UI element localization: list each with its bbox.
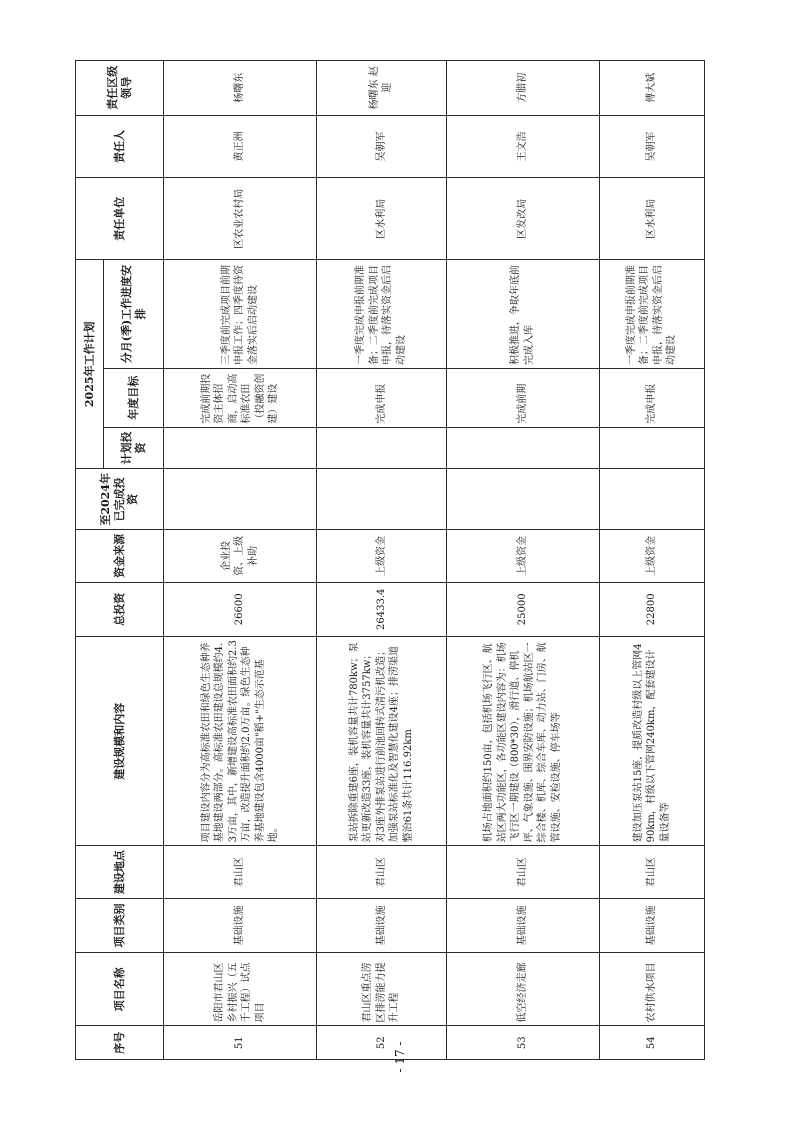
cell-name: 低空经济走廊 [446, 953, 599, 1026]
col-scale: 建设规模和内容 [76, 637, 164, 846]
cell-goal: 完成前期投资主体招商，启动高标准农田（投融资创建）建设 [164, 368, 317, 427]
cell-seq: 53 [446, 1026, 599, 1060]
cell-plan-invest [164, 427, 317, 469]
cell-completed [317, 469, 446, 530]
cell-name: 君山区重点涝区排涝能力提升工程 [317, 953, 446, 1026]
cell-completed [446, 469, 599, 530]
cell-scale: 项目建设内容分为高标准农田和绿色生态种养基地建设两部分。高标准农田建设总规模约4.3万亩，其中，新增建设高标准农田面积约2.3万亩，改造提升面积约2.0万亩。绿色生态种养基地建设包含4000亩"稻+"生态示范基地。 [164, 637, 317, 846]
cell-total: 26433.4 [317, 582, 446, 636]
cell-scale: 机场占地面积约150亩，包括机场飞行区、航站区两大功能区，各功能区建设内容为：机场飞行区一期建设（800*30），滑行道、停机坪、气象设施、围界安防设施；机场航站区一综合楼、机库、综合车库、动力站、门房、航管设施、安检设施、停车场等 [446, 637, 599, 846]
cell-goal: 完成前期 [446, 368, 599, 427]
col-type: 项目类别 [76, 898, 164, 952]
table-rotator [75, 60, 705, 1060]
cell-funding: 上级资金 [317, 530, 446, 582]
col-name: 项目名称 [76, 953, 164, 1026]
col-funding: 资金来源 [76, 530, 164, 582]
table-row [599, 61, 704, 1060]
cell-leader: 杨曙东 [164, 61, 317, 116]
cell-location: 君山区 [446, 846, 599, 898]
cell-funding: 上级资金 [599, 530, 704, 582]
table-row [164, 61, 317, 1060]
cell-type: 基础设施 [446, 898, 599, 952]
cell-goal: 完成申报 [599, 368, 704, 427]
cell-name: 岳阳市君山区乡村振兴（五千工程）试点项目 [164, 953, 317, 1026]
col-person: 责任人 [76, 115, 164, 178]
table-row [317, 61, 446, 1060]
col-completed-2024: 至2024年已完成投资 [76, 469, 164, 530]
col-unit: 责任单位 [76, 178, 164, 260]
cell-funding: 企业投资、上级补助 [164, 530, 317, 582]
cell-person: 吴朝军 [317, 115, 446, 178]
cell-unit: 区农业农村局 [164, 178, 317, 260]
cell-type: 基础设施 [599, 898, 704, 952]
cell-person: 黄正洲 [164, 115, 317, 178]
cell-completed [164, 469, 317, 530]
cell-type: 基础设施 [317, 898, 446, 952]
col-location: 建设地点 [76, 846, 164, 898]
cell-total: 25000 [446, 582, 599, 636]
table-row [446, 61, 599, 1060]
col-seq: 序号 [76, 1026, 164, 1060]
cell-plan-invest [599, 427, 704, 469]
cell-seq: 52 [317, 1026, 446, 1060]
cell-location: 君山区 [599, 846, 704, 898]
cell-location: 君山区 [317, 846, 446, 898]
cell-scale: 建设加压泵站15座，提质改造村级以上管网490km，村级以下管网240km，配套建设计量设备等 [599, 637, 704, 846]
cell-progress: 三季度前完成项目前期申报工作；四季度待资金落实后启动建设 [164, 260, 317, 369]
cell-goal: 完成申报 [317, 368, 446, 427]
cell-seq: 51 [164, 1026, 317, 1060]
cell-leader: 方腊初 [446, 61, 599, 116]
cell-progress: 积极推进，争取年底前完成入库 [446, 260, 599, 369]
cell-progress: 一季度完成申报前期准备；二季度前完成项目申报，待落实资金后启动建设 [599, 260, 704, 369]
cell-leader: 杨曙东 赵 迎 [317, 61, 446, 116]
cell-unit: 区发改局 [446, 178, 599, 260]
col-leader: 责任区级领导 [76, 61, 164, 116]
cell-plan-invest [446, 427, 599, 469]
cell-scale: 泵站拆除重建6座，装机容量共计780kw；泵站更新改造33座，装机容量共计3757kw；对3座外排泵站进行前池回转式清污机改造；加强泵站标准化及智慧化建设4座；排涝渠道整治61条共计116.92km [317, 637, 446, 846]
cell-name: 农村供水项目 [599, 953, 704, 1026]
rotated-table-sheet [75, 60, 705, 1060]
cell-unit: 区水利局 [317, 178, 446, 260]
col-monthly-progress: 分月(季)工作进度安 排 [104, 260, 164, 369]
col-plan-2025: 2025年工作计划 [76, 260, 104, 469]
cell-total: 22800 [599, 582, 704, 636]
cell-seq: 54 [599, 1026, 704, 1060]
cell-completed [599, 469, 704, 530]
cell-total: 26600 [164, 582, 317, 636]
cell-funding: 上级资金 [446, 530, 599, 582]
cell-leader: 傅大斌 [599, 61, 704, 116]
cell-type: 基础设施 [164, 898, 317, 952]
cell-location: 君山区 [164, 846, 317, 898]
col-annual-goal: 年度目标 [104, 368, 164, 427]
page-number: - 17 - [393, 1041, 407, 1073]
cell-plan-invest [317, 427, 446, 469]
col-total-investment: 总投资 [76, 582, 164, 636]
cell-person: 吴朝军 [599, 115, 704, 178]
cell-unit: 区水利局 [599, 178, 704, 260]
header-row-1 [76, 61, 104, 1060]
cell-person: 王文浩 [446, 115, 599, 178]
project-table [75, 60, 705, 1060]
col-plan-invest: 计划投资 [104, 427, 164, 469]
cell-progress: 一季度完成申报前期准备；二季度前完成项目申报，待落实资金后启动建设 [317, 260, 446, 369]
